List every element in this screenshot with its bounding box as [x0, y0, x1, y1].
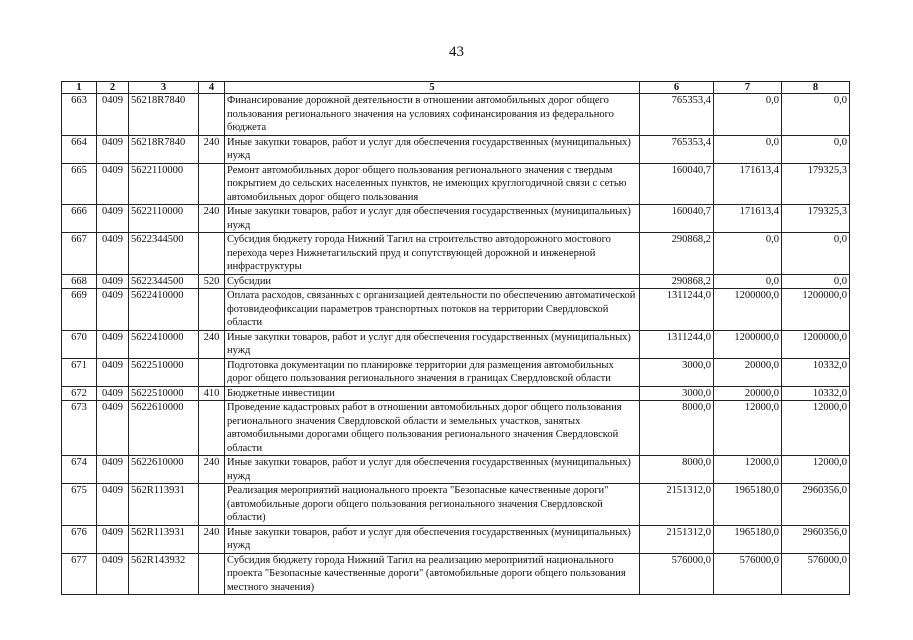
- amount-col-7: 1200000,0: [714, 330, 782, 358]
- amount-col-7: 171613,4: [714, 163, 782, 205]
- section-code: 0409: [97, 456, 129, 484]
- expense-name: Финансирование дорожной деятельности в отношении автомобильных дорог общего пользования регионального значения на условиях софинансирования из федерального бюджета: [225, 94, 640, 136]
- amount-col-6: 3000,0: [640, 386, 714, 401]
- amount-col-8: 1200000,0: [782, 330, 850, 358]
- row-number: 677: [62, 553, 97, 595]
- amount-col-6: 8000,0: [640, 456, 714, 484]
- expense-name: Иные закупки товаров, работ и услуг для обеспечения государственных (муниципальных) нужд: [225, 205, 640, 233]
- expense-type-code: [199, 163, 225, 205]
- row-number: 666: [62, 205, 97, 233]
- amount-col-8: 2960356,0: [782, 484, 850, 526]
- expense-type-code: [199, 233, 225, 275]
- amount-col-6: 160040,7: [640, 205, 714, 233]
- section-code: 0409: [97, 274, 129, 289]
- row-number: 663: [62, 94, 97, 136]
- target-article-code: 56218R7840: [129, 94, 199, 136]
- amount-col-6: 765353,4: [640, 135, 714, 163]
- expense-name: Субсидия бюджету города Нижний Тагил на строительство автодорожного мостового перехода через Нижнетагильский пруд и сопутствующей дорожной и инженерной инфраструктуры: [225, 233, 640, 275]
- expense-name: Подготовка документации по планировке территории для размещения автомобильных дорог общего пользования регионального значения в границах Свердловской области: [225, 358, 640, 386]
- amount-col-6: 160040,7: [640, 163, 714, 205]
- amount-col-6: 290868,2: [640, 274, 714, 289]
- amount-col-7: 1200000,0: [714, 289, 782, 331]
- amount-col-6: 765353,4: [640, 94, 714, 136]
- expense-name: Бюджетные инвестиции: [225, 386, 640, 401]
- section-code: 0409: [97, 401, 129, 456]
- expense-type-code: 520: [199, 274, 225, 289]
- expense-type-code: [199, 358, 225, 386]
- section-code: 0409: [97, 135, 129, 163]
- target-article-code: 5622510000: [129, 386, 199, 401]
- target-article-code: 5622344500: [129, 274, 199, 289]
- section-code: 0409: [97, 484, 129, 526]
- table-row: [62, 401, 850, 456]
- target-article-code: 5622510000: [129, 358, 199, 386]
- section-code: 0409: [97, 205, 129, 233]
- section-code: 0409: [97, 358, 129, 386]
- expense-name: Ремонт автомобильных дорог общего пользования регионального значения с твердым покрытием до сельских населенных пунктов, не имеющих круглогодичной связи с сетью автомобильных дорог общего пользования: [225, 163, 640, 205]
- target-article-code: 562R113931: [129, 484, 199, 526]
- expense-type-code: 240: [199, 525, 225, 553]
- row-number: 675: [62, 484, 97, 526]
- target-article-code: 5622110000: [129, 205, 199, 233]
- expense-name: Субсидия бюджету города Нижний Тагил на реализацию мероприятий национального проекта "Безопасные качественные дороги" (автомобильные дороги общего пользования местного значения): [225, 553, 640, 595]
- amount-col-8: 0,0: [782, 274, 850, 289]
- amount-col-6: 2151312,0: [640, 525, 714, 553]
- amount-col-8: 0,0: [782, 135, 850, 163]
- table-body: [62, 94, 850, 595]
- header-col-3: 3: [129, 82, 199, 94]
- amount-col-7: 576000,0: [714, 553, 782, 595]
- table-row: [62, 330, 850, 358]
- row-number: 672: [62, 386, 97, 401]
- header-col-7: 7: [714, 82, 782, 94]
- target-article-code: 5622410000: [129, 330, 199, 358]
- amount-col-7: 171613,4: [714, 205, 782, 233]
- target-article-code: 5622610000: [129, 401, 199, 456]
- amount-col-8: 12000,0: [782, 456, 850, 484]
- row-number: 667: [62, 233, 97, 275]
- row-number: 671: [62, 358, 97, 386]
- expense-name: Иные закупки товаров, работ и услуг для обеспечения государственных (муниципальных) нужд: [225, 456, 640, 484]
- table-row: [62, 135, 850, 163]
- amount-col-7: 12000,0: [714, 456, 782, 484]
- row-number: 669: [62, 289, 97, 331]
- expense-type-code: [199, 289, 225, 331]
- section-code: 0409: [97, 330, 129, 358]
- target-article-code: 5622610000: [129, 456, 199, 484]
- expense-type-code: [199, 94, 225, 136]
- amount-col-8: 10332,0: [782, 358, 850, 386]
- table-row: [62, 163, 850, 205]
- expense-name: Реализация мероприятий национального проекта "Безопасные качественные дороги" (автомобильные дороги общего пользования регионального значения Свердловской области): [225, 484, 640, 526]
- expense-type-code: 240: [199, 205, 225, 233]
- expense-type-code: 240: [199, 456, 225, 484]
- expense-type-code: [199, 484, 225, 526]
- amount-col-7: 20000,0: [714, 386, 782, 401]
- target-article-code: 56218R7840: [129, 135, 199, 163]
- section-code: 0409: [97, 233, 129, 275]
- amount-col-8: 179325,3: [782, 163, 850, 205]
- budget-table: [61, 81, 850, 595]
- amount-col-7: 0,0: [714, 94, 782, 136]
- section-code: 0409: [97, 94, 129, 136]
- table-row: [62, 484, 850, 526]
- amount-col-8: 0,0: [782, 233, 850, 275]
- table-row: [62, 386, 850, 401]
- amount-col-7: 12000,0: [714, 401, 782, 456]
- expense-name: Субсидии: [225, 274, 640, 289]
- amount-col-8: 1200000,0: [782, 289, 850, 331]
- expense-name: Иные закупки товаров, работ и услуг для обеспечения государственных (муниципальных) нужд: [225, 525, 640, 553]
- header-col-5: 5: [225, 82, 640, 94]
- target-article-code: 5622110000: [129, 163, 199, 205]
- amount-col-6: 576000,0: [640, 553, 714, 595]
- section-code: 0409: [97, 525, 129, 553]
- amount-col-7: 0,0: [714, 274, 782, 289]
- table-row: [62, 289, 850, 331]
- amount-col-7: 1965180,0: [714, 484, 782, 526]
- section-code: 0409: [97, 163, 129, 205]
- amount-col-7: 20000,0: [714, 358, 782, 386]
- amount-col-8: 179325,3: [782, 205, 850, 233]
- header-col-1: 1: [62, 82, 97, 94]
- target-article-code: 562R113931: [129, 525, 199, 553]
- table-row: [62, 525, 850, 553]
- amount-col-7: 0,0: [714, 233, 782, 275]
- amount-col-6: 290868,2: [640, 233, 714, 275]
- amount-col-8: 0,0: [782, 94, 850, 136]
- row-number: 665: [62, 163, 97, 205]
- row-number: 674: [62, 456, 97, 484]
- target-article-code: 5622344500: [129, 233, 199, 275]
- amount-col-6: 3000,0: [640, 358, 714, 386]
- target-article-code: 5622410000: [129, 289, 199, 331]
- expense-type-code: 240: [199, 330, 225, 358]
- amount-col-8: 12000,0: [782, 401, 850, 456]
- expense-type-code: 240: [199, 135, 225, 163]
- amount-col-8: 2960356,0: [782, 525, 850, 553]
- section-code: 0409: [97, 553, 129, 595]
- row-number: 673: [62, 401, 97, 456]
- expense-type-code: 410: [199, 386, 225, 401]
- table-row: [62, 205, 850, 233]
- table-row: [62, 233, 850, 275]
- table-row: [62, 456, 850, 484]
- page-number: 43: [449, 44, 464, 60]
- amount-col-7: 0,0: [714, 135, 782, 163]
- section-code: 0409: [97, 386, 129, 401]
- row-number: 670: [62, 330, 97, 358]
- header-col-8: 8: [782, 82, 850, 94]
- amount-col-6: 1311244,0: [640, 289, 714, 331]
- header-col-4: 4: [199, 82, 225, 94]
- section-code: 0409: [97, 289, 129, 331]
- amount-col-8: 576000,0: [782, 553, 850, 595]
- table-row: [62, 358, 850, 386]
- amount-col-6: 1311244,0: [640, 330, 714, 358]
- table-row: [62, 553, 850, 595]
- amount-col-6: 2151312,0: [640, 484, 714, 526]
- table-row: [62, 274, 850, 289]
- header-row: [62, 82, 850, 94]
- amount-col-7: 1965180,0: [714, 525, 782, 553]
- expense-name: Иные закупки товаров, работ и услуг для обеспечения государственных (муниципальных) нужд: [225, 330, 640, 358]
- row-number: 676: [62, 525, 97, 553]
- amount-col-8: 10332,0: [782, 386, 850, 401]
- expense-name: Проведение кадастровых работ в отношении автомобильных дорог общего пользования регионального значения Свердловской области и земельных участков, занятых автомобильными дорогами общего пользования регионального значения Свердловской области: [225, 401, 640, 456]
- expense-type-code: [199, 401, 225, 456]
- header-col-6: 6: [640, 82, 714, 94]
- row-number: 668: [62, 274, 97, 289]
- expense-type-code: [199, 553, 225, 595]
- expense-name: Оплата расходов, связанных с организацией деятельности по обеспечению автоматической фотовидеофиксации параметров транспортных потоков на территории Свердловской области: [225, 289, 640, 331]
- header-col-2: 2: [97, 82, 129, 94]
- expense-name: Иные закупки товаров, работ и услуг для обеспечения государственных (муниципальных) нужд: [225, 135, 640, 163]
- amount-col-6: 8000,0: [640, 401, 714, 456]
- row-number: 664: [62, 135, 97, 163]
- table-row: [62, 94, 850, 136]
- target-article-code: 562R143932: [129, 553, 199, 595]
